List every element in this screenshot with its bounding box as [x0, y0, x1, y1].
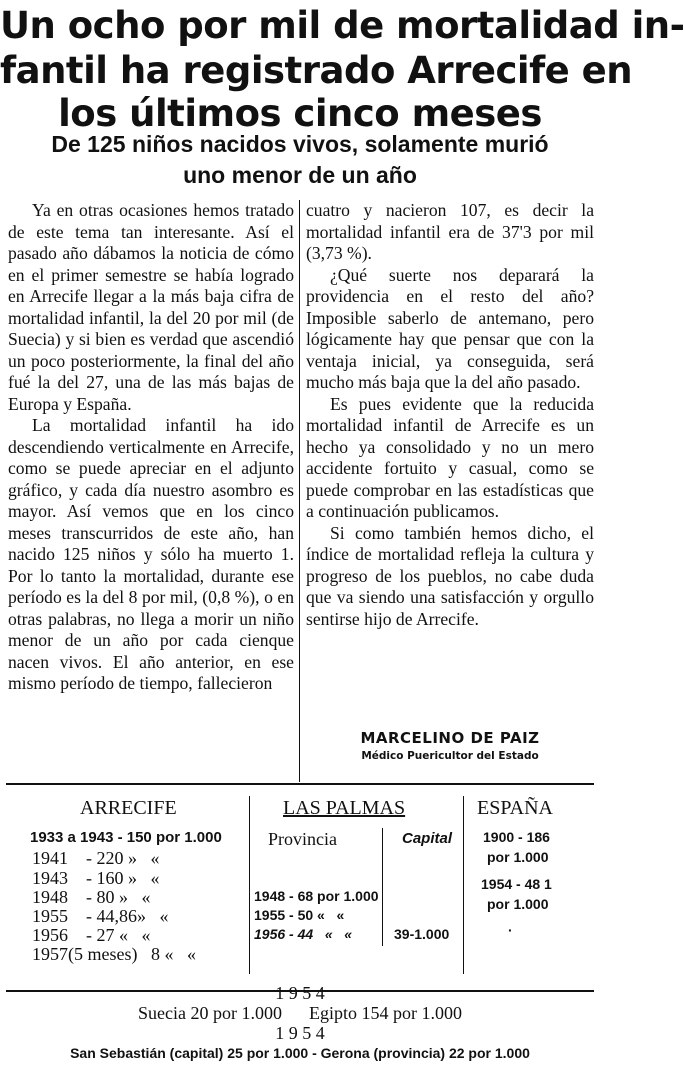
headline-line-2: fantil ha registrado Arrecife en: [0, 49, 633, 92]
paragraph: Si como también hemos dicho, el índice de mortalidad refleja la cultura y progreso de los pueblos, no cabe duda que va siendo una satisfacción y orgullo sentirse hijo de Arrecife.: [306, 522, 594, 629]
arrecife-row: 1955 - 44,86» «: [32, 906, 169, 926]
capital-label: Capital: [402, 830, 453, 847]
footer-line: Suecia 20 por 1.000 Egipto 154 por 1.000: [138, 1003, 462, 1023]
arrecife-row: 1943 - 160 » «: [32, 868, 160, 888]
arrecife-header: ARRECIFE: [80, 797, 177, 819]
footer-line: San Sebastián (capital) 25 por 1.000 - Gerona (provincia) 22 por 1.000: [70, 1045, 530, 1061]
espana-row: ·: [508, 922, 513, 938]
table-divider: [382, 828, 383, 946]
paragraph: ¿Qué suerte nos deparará la providencia en el resto del año? Imposible saberlo de antemano, pero lógicamente hay que pensar que con la ventaja inicial, ya conseguida, será mucho más baja que la del año pasado.: [306, 264, 594, 392]
arrecife-row: 1941 - 220 » «: [32, 848, 160, 868]
table-divider: [463, 796, 464, 974]
paragraph: La mortalidad infantil ha ido descendiendo verticalmente en Arrecife, como se puede apreciar en el adjunto gráfico, y cada día nuestro asombro es mayor. Así vemos que en los cinco meses transcurridos de este año, han nacido 125 niños y sólo ha muerto 1. Por lo tanto la mortalidad, durante ese período es la del 8 por mil, (0,8 %), o en otras palabras, no llega a morir un niño menor de un año por cada cienque nacen vivos. El año anterior, en ese mismo período de tiempo, fallecieron: [8, 415, 294, 693]
headline-line-1: Un ocho por mil de mortalidad in-: [0, 4, 685, 47]
article-column-right: [306, 200, 594, 630]
capital-row: 39-1.000: [394, 926, 450, 942]
arrecife-row: 1933 a 1943 - 150 por 1.000: [30, 829, 222, 846]
arrecife-row: 1948 - 80 » «: [32, 887, 151, 907]
paragraph: Es pues evidente que la reducida mortalidad infantil de Arrecife es un hecho ya consolidado y no un mero accidente fortuito y casual, como se puede comprobar en las estadísticas que a continuación publicamos.: [306, 393, 594, 521]
espana-header: ESPAÑA: [477, 797, 553, 819]
espana-row: 1900 - 186: [483, 829, 550, 845]
footer-year: 1 9 5 4: [275, 1023, 325, 1043]
arrecife-row: 1956 - 27 « «: [32, 925, 151, 945]
author-name: MARCELINO DE PAIZ: [360, 729, 540, 747]
provincia-row: 1955 - 50 « «: [254, 907, 345, 923]
espana-row: por 1.000: [487, 896, 549, 912]
las-palmas-header: LAS PALMAS: [283, 797, 406, 819]
provincia-label: Provincia: [268, 829, 337, 849]
footer-year: 1 9 5 4: [275, 983, 325, 1003]
arrecife-row: 1957(5 meses) 8 « «: [32, 944, 196, 964]
article-column-left: [8, 200, 294, 695]
author-title: Médico Puericultor del Estado: [361, 750, 539, 762]
paragraph: Ya en otras ocasiones hemos tratado de este tema tan interesante. Así el pasado año dábamos la noticia de cómo en el primer semestre se había logrado en Arrecife llegar a la más baja cifra de mortalidad infantil, la del 20 por mil (de Suecia) y si bien es verdad que ascendió un poco posteriormente, la final del año fué la del 27, una de las más bajas de Europa y España.: [8, 200, 294, 414]
provincia-row: 1948 - 68 por 1.000: [254, 888, 379, 904]
subhead-line-2: uno menor de un año: [183, 162, 417, 188]
subhead-line-1: De 125 niños nacidos vivos, solamente murió: [51, 131, 549, 157]
espana-row: por 1.000: [487, 849, 549, 865]
table-divider: [249, 796, 250, 974]
headline-line-3: los últimos cinco meses: [58, 92, 542, 135]
column-divider: [299, 200, 300, 782]
paragraph: cuatro y nacieron 107, es decir la mortalidad infantil era de 37'3 por mil (3,73 %).: [306, 200, 594, 263]
espana-row: 1954 - 48 1: [481, 876, 552, 892]
provincia-row: 1956 - 44 « «: [254, 926, 353, 942]
